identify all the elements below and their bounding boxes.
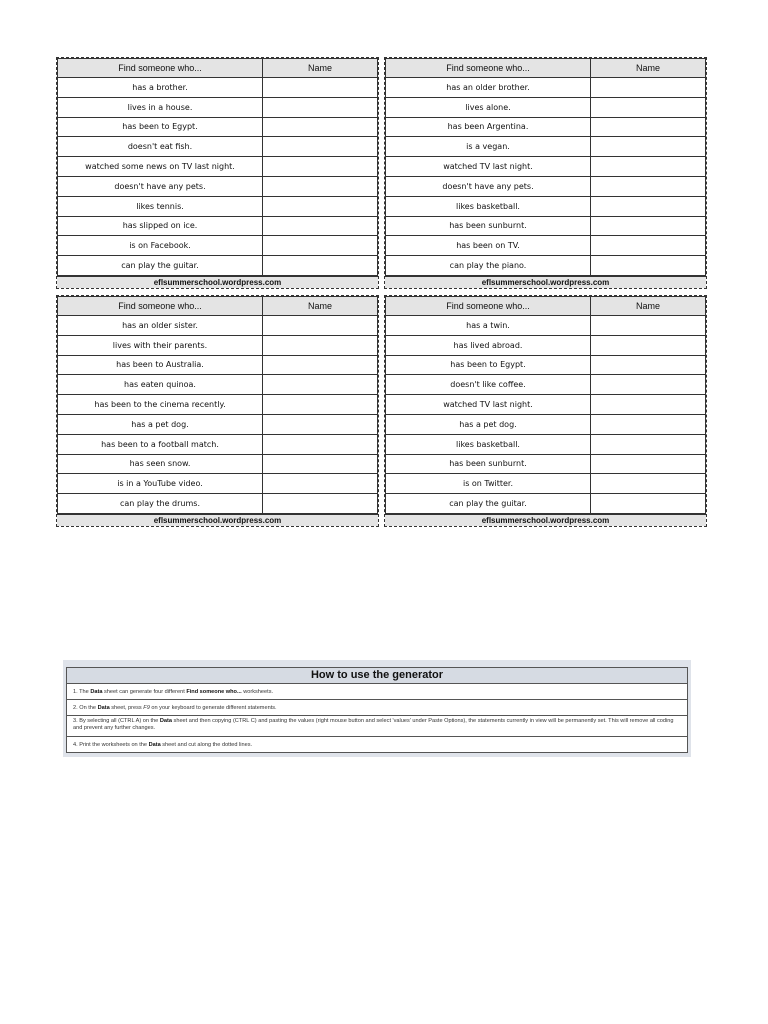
instruction-step-3: [67, 716, 687, 737]
name-cell: [591, 454, 706, 474]
statement: has been Argentina.: [386, 117, 591, 137]
worksheet-table: [57, 296, 378, 514]
step-bold: Data: [159, 718, 172, 724]
statement: has been on TV.: [386, 236, 591, 256]
name-cell: [591, 78, 706, 98]
step-text: sheet and then copying (CTRL C) and pasting the values (right mouse button and select 'values' under Paste Options), the statements currently in view will be permanently set. This will remove all coding and prevent any further changes.: [73, 718, 674, 731]
statement: has been to Egypt.: [386, 355, 591, 375]
name-cell: [591, 176, 706, 196]
step-text: 3. By selecting all (CTRL A) on the: [73, 718, 160, 724]
name-cell: [263, 434, 378, 454]
step-italic: F9: [143, 705, 150, 711]
statement: lives alone.: [386, 97, 591, 117]
statement: has seen snow.: [58, 454, 263, 474]
name-cell: [591, 137, 706, 157]
statement: can play the guitar.: [386, 494, 591, 514]
worksheet-table: [385, 296, 706, 514]
name-cell: [591, 117, 706, 137]
statement: watched some news on TV last night.: [58, 157, 263, 177]
name-cell: [591, 236, 706, 256]
name-cell: [263, 494, 378, 514]
statement: watched TV last night.: [386, 157, 591, 177]
name-cell: [263, 176, 378, 196]
name-cell: [263, 137, 378, 157]
name-cell: [263, 375, 378, 395]
card-footer: eflsummerschool.wordpress.com: [385, 514, 706, 526]
statement: watched TV last night.: [386, 395, 591, 415]
name-cell: [591, 256, 706, 276]
step-text: sheet, press: [109, 705, 144, 711]
step-text: on your keyboard to generate different statements.: [149, 705, 277, 711]
card-footer: eflsummerschool.wordpress.com: [385, 276, 706, 288]
name-cell: [263, 117, 378, 137]
statement: doesn't have any pets.: [386, 176, 591, 196]
statement: likes basketball.: [386, 434, 591, 454]
statement: doesn't eat fish.: [58, 137, 263, 157]
name-cell: [263, 196, 378, 216]
prompt-header: Find someone who...: [58, 59, 263, 78]
name-cell: [263, 157, 378, 177]
name-cell: [591, 316, 706, 336]
worksheet-card-3: [56, 295, 379, 527]
statement: has a twin.: [386, 316, 591, 336]
instruction-step-4: [67, 737, 687, 752]
statement: has a pet dog.: [386, 414, 591, 434]
step-text: sheet can generate four different: [102, 689, 187, 695]
statement: has an older sister.: [58, 316, 263, 336]
name-cell: [591, 414, 706, 434]
name-cell: [263, 216, 378, 236]
statement: is on Facebook.: [58, 236, 263, 256]
step-bold: Data: [90, 689, 103, 695]
statement: is a vegan.: [386, 137, 591, 157]
worksheet-table: [57, 58, 378, 276]
statement: doesn't have any pets.: [58, 176, 263, 196]
name-header: Name: [263, 59, 378, 78]
statement: has slipped on ice.: [58, 216, 263, 236]
statement: likes basketball.: [386, 196, 591, 216]
name-cell: [591, 494, 706, 514]
name-header: Name: [263, 297, 378, 316]
statement: has been sunburnt.: [386, 216, 591, 236]
prompt-header: Find someone who...: [58, 297, 263, 316]
name-cell: [591, 434, 706, 454]
statement: has an older brother.: [386, 78, 591, 98]
name-cell: [263, 454, 378, 474]
statement: likes tennis.: [58, 196, 263, 216]
card-footer: eflsummerschool.wordpress.com: [57, 276, 378, 288]
instruction-step-1: [67, 684, 687, 700]
name-cell: [591, 97, 706, 117]
statement: lives with their parents.: [58, 335, 263, 355]
name-cell: [591, 355, 706, 375]
statement: has lived abroad.: [386, 335, 591, 355]
step-bold: Data: [97, 705, 110, 711]
step-text: sheet and cut along the dotted lines.: [160, 742, 253, 748]
prompt-header: Find someone who...: [386, 297, 591, 316]
statement: is on Twitter.: [386, 474, 591, 494]
statement: has a pet dog.: [58, 414, 263, 434]
statement: has been to Australia.: [58, 355, 263, 375]
step-text: 1. The: [73, 689, 91, 695]
statement: can play the guitar.: [58, 256, 263, 276]
step-text: worksheets.: [241, 689, 274, 695]
statement: is in a YouTube video.: [58, 474, 263, 494]
instructions-box: [66, 667, 688, 753]
instruction-step-2: [67, 700, 687, 716]
name-cell: [263, 78, 378, 98]
name-cell: [263, 97, 378, 117]
worksheet-table: [385, 58, 706, 276]
step-text: 4. Print the worksheets on the: [73, 742, 149, 748]
worksheet-card-1: [56, 57, 379, 289]
name-cell: [591, 216, 706, 236]
card-footer: eflsummerschool.wordpress.com: [57, 514, 378, 526]
name-cell: [263, 414, 378, 434]
name-cell: [591, 474, 706, 494]
name-cell: [263, 236, 378, 256]
name-cell: [263, 355, 378, 375]
instructions-panel: [63, 660, 691, 757]
name-cell: [591, 335, 706, 355]
instructions-title: How to use the generator: [67, 668, 687, 684]
statement: has been to Egypt.: [58, 117, 263, 137]
statement: doesn't like coffee.: [386, 375, 591, 395]
statement: has been to a football match.: [58, 434, 263, 454]
worksheet-card-4: [384, 295, 707, 527]
name-cell: [591, 157, 706, 177]
prompt-header: Find someone who...: [386, 59, 591, 78]
name-cell: [263, 316, 378, 336]
name-header: Name: [591, 297, 706, 316]
statement: can play the drums.: [58, 494, 263, 514]
statement: can play the piano.: [386, 256, 591, 276]
name-cell: [263, 395, 378, 415]
statement: has been to the cinema recently.: [58, 395, 263, 415]
name-header: Name: [591, 59, 706, 78]
step-bold: Find someone who...: [186, 689, 242, 695]
step-bold: Data: [148, 742, 161, 748]
name-cell: [263, 256, 378, 276]
name-cell: [263, 335, 378, 355]
step-text: 2. On the: [73, 705, 98, 711]
statement: has eaten quinoa.: [58, 375, 263, 395]
worksheet-card-2: [384, 57, 707, 289]
statement: lives in a house.: [58, 97, 263, 117]
name-cell: [591, 375, 706, 395]
name-cell: [591, 395, 706, 415]
name-cell: [591, 196, 706, 216]
name-cell: [263, 474, 378, 494]
statement: has a brother.: [58, 78, 263, 98]
statement: has been sunburnt.: [386, 454, 591, 474]
